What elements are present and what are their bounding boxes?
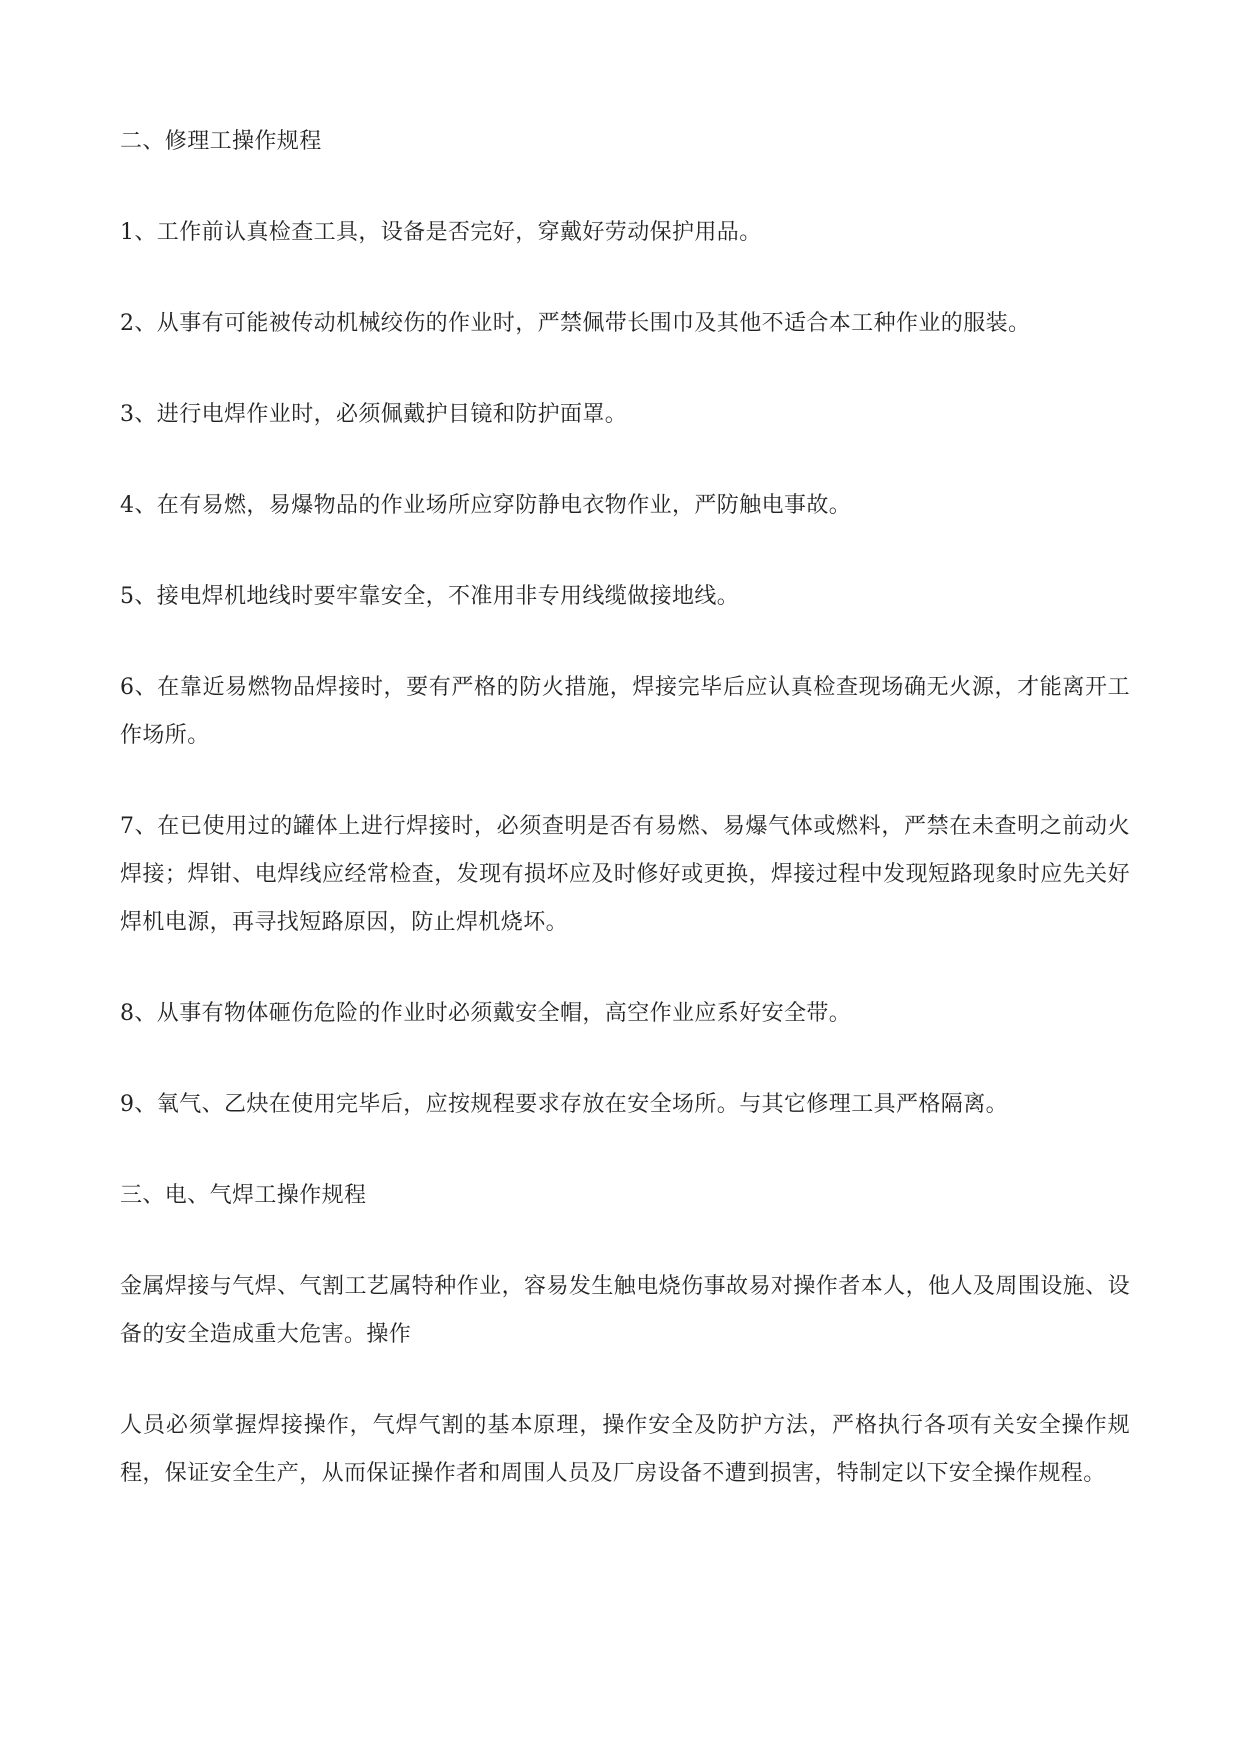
rule-item-9: 9、氧气、乙炔在使用完毕后，应按规程要求存放在安全场所。与其它修理工具严格隔离。	[120, 1092, 1008, 1117]
rule-item-3: 3、进行电焊作业时，必须佩戴护目镜和防护面罩。	[120, 402, 628, 427]
intro-paragraph-1: 金属焊接与气焊、气割工艺属特种作业，容易发生触电烧伤事故易对操作者本人，他人及周围设施、设备的安全造成重大危害。操作	[120, 1274, 1130, 1347]
rule-item-1: 1、工作前认真检查工具，设备是否完好，穿戴好劳动保护用品。	[120, 220, 762, 245]
intro-paragraph-2: 人员必须掌握焊接操作，气焊气割的基本原理，操作安全及防护方法，严格执行各项有关安全操作规程，保证安全生产，从而保证操作者和周围人员及厂房设备不遭到损害，特制定以下安全操作规程。	[120, 1413, 1130, 1486]
rule-item-4: 4、在有易燃，易爆物品的作业场所应穿防静电衣物作业，严防触电事故。	[120, 493, 852, 518]
rule-item-5: 5、接电焊机地线时要牢靠安全，不准用非专用线缆做接地线。	[120, 584, 740, 609]
rule-item-8: 8、从事有物体砸伤危险的作业时必须戴安全帽，高空作业应系好安全带。	[120, 1001, 852, 1026]
rule-item-7: 7、在已使用过的罐体上进行焊接时，必须查明是否有易燃、易爆气体或燃料，严禁在未查明之前动火焊接；焊钳、电焊线应经常检查，发现有损坏应及时修好或更换，焊接过程中发现短路现象时应先关好焊机电源，再寻找短路原因，防止焊机烧坏。	[120, 814, 1130, 935]
document-body	[120, 118, 1130, 1541]
rule-item-2: 2、从事有可能被传动机械绞伤的作业时，严禁佩带长围巾及其他不适合本工种作业的服装。	[120, 311, 1031, 336]
rule-item-6: 6、在靠近易燃物品焊接时，要有严格的防火措施，焊接完毕后应认真检查现场确无火源，才能离开工作场所。	[120, 675, 1130, 748]
section-heading-welding: 三、电、气焊工操作规程	[120, 1183, 367, 1208]
section-heading-repair: 二、修理工操作规程	[120, 129, 322, 154]
